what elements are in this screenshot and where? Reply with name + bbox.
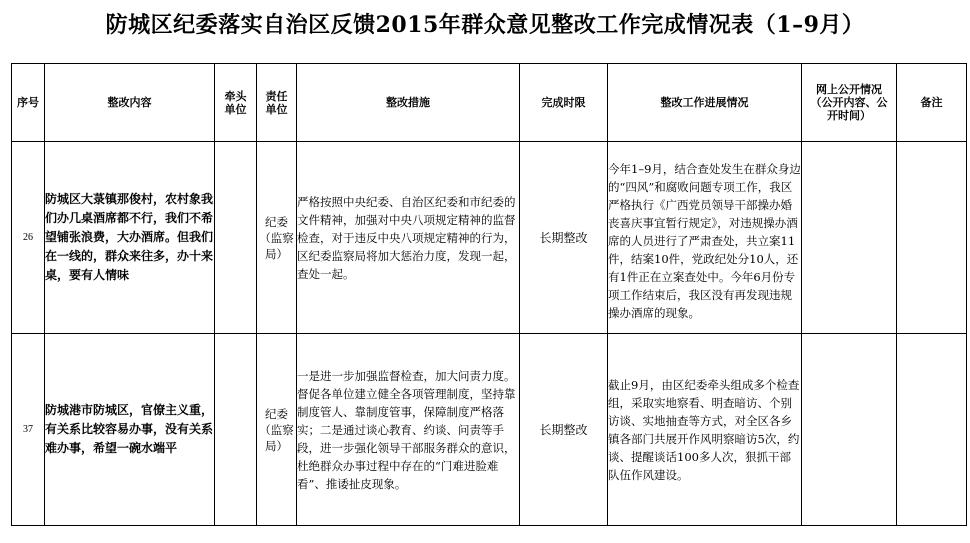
page-title: 防城区纪委落实自治区反馈2015年群众意见整改工作完成情况表（1–9月）: [105, 12, 865, 38]
cell-progress: [608, 142, 802, 334]
header-content: 整改内容: [45, 64, 215, 142]
cell-disclosure: [802, 334, 897, 526]
cell-resp-unit: 纪委（监察局）: [257, 334, 297, 526]
table-row: [12, 142, 967, 334]
header-disclosure: 网上公开情况（公开内容、公开时间）: [802, 64, 897, 142]
cell-disclosure: [802, 142, 897, 334]
header-remarks: 备注: [897, 64, 967, 142]
cell-lead-unit: [215, 142, 257, 334]
cell-measures: 一是进一步加强监督检查，加大问责力度。督促各单位建立健全各项管理制度，坚持靠制度管人、靠制度管事，保障制度严格落实；二是通过谈心教育、约谈、问责等手段，进一步强化领导干部服务群众的意识，杜绝群众办事过程中存在的“门难进脸难看”、推诿扯皮现象。: [297, 334, 520, 526]
progress-text: 今年1–9月，结合查处发生在群众身边的“四风”和腐败问题专项工作，我区严格执行《广西党员领导干部操办婚丧喜庆事宜暂行规定》，对违规操办酒席的人员进行了严肃查处，共立案11件，结案10件，党政纪处分10人，还有1件正在立案查处中。今年6月份专项工作结束后，我区没有再发现违规操办酒席的现象。: [608, 161, 801, 320]
cell-lead-unit: [215, 334, 257, 526]
cell-deadline: 长期整改: [520, 334, 608, 526]
table-header-row: [12, 64, 967, 142]
cell-remarks: [897, 142, 967, 334]
cell-measures: 严格按照中央纪委、自治区纪委和市纪委的文件精神，加强对中央八项规定精神的监督检查，对于违反中央八项规定精神的行为，区纪委监察局将加大惩治力度，发现一起，查处一起。: [297, 142, 520, 334]
cell-deadline: 长期整改: [520, 142, 608, 334]
header-resp-unit: 责任单位: [257, 64, 297, 142]
cell-seq: 37: [12, 334, 45, 526]
cell-seq: 26: [12, 142, 45, 334]
header-seq: 序号: [12, 64, 45, 142]
cell-resp-unit: 纪委（监察局）: [257, 142, 297, 334]
cell-progress: [608, 334, 802, 526]
progress-text: 截止9月，由区纪委牵头组成多个检查组，采取实地察看、明查暗访、个别访谈、实地抽查等方式，对全区各乡镇各部门共展开作风明察暗访5次，约谈、提醒谈话100多人次，狠抓干部队伍作风建设。: [608, 377, 800, 482]
cell-remarks: [897, 334, 967, 526]
cell-content: 防城港市防城区，官僚主义重，有关系比较容易办事，没有关系难办事，希望一碗水端平: [45, 334, 215, 526]
header-deadline: 完成时限: [520, 64, 608, 142]
table-row: [12, 334, 967, 526]
rectification-table: [11, 63, 967, 526]
cell-content: 防城区大菉镇那俊村，农村象我们办几桌酒席都不行，我们不希望铺张浪费，大办酒席。但我们在一线的，群众来往多，办十来桌，要有人情味: [45, 142, 215, 334]
header-progress: 整改工作进展情况: [608, 64, 802, 142]
header-measures: 整改措施: [297, 64, 520, 142]
header-lead-unit: 牵头单位: [215, 64, 257, 142]
